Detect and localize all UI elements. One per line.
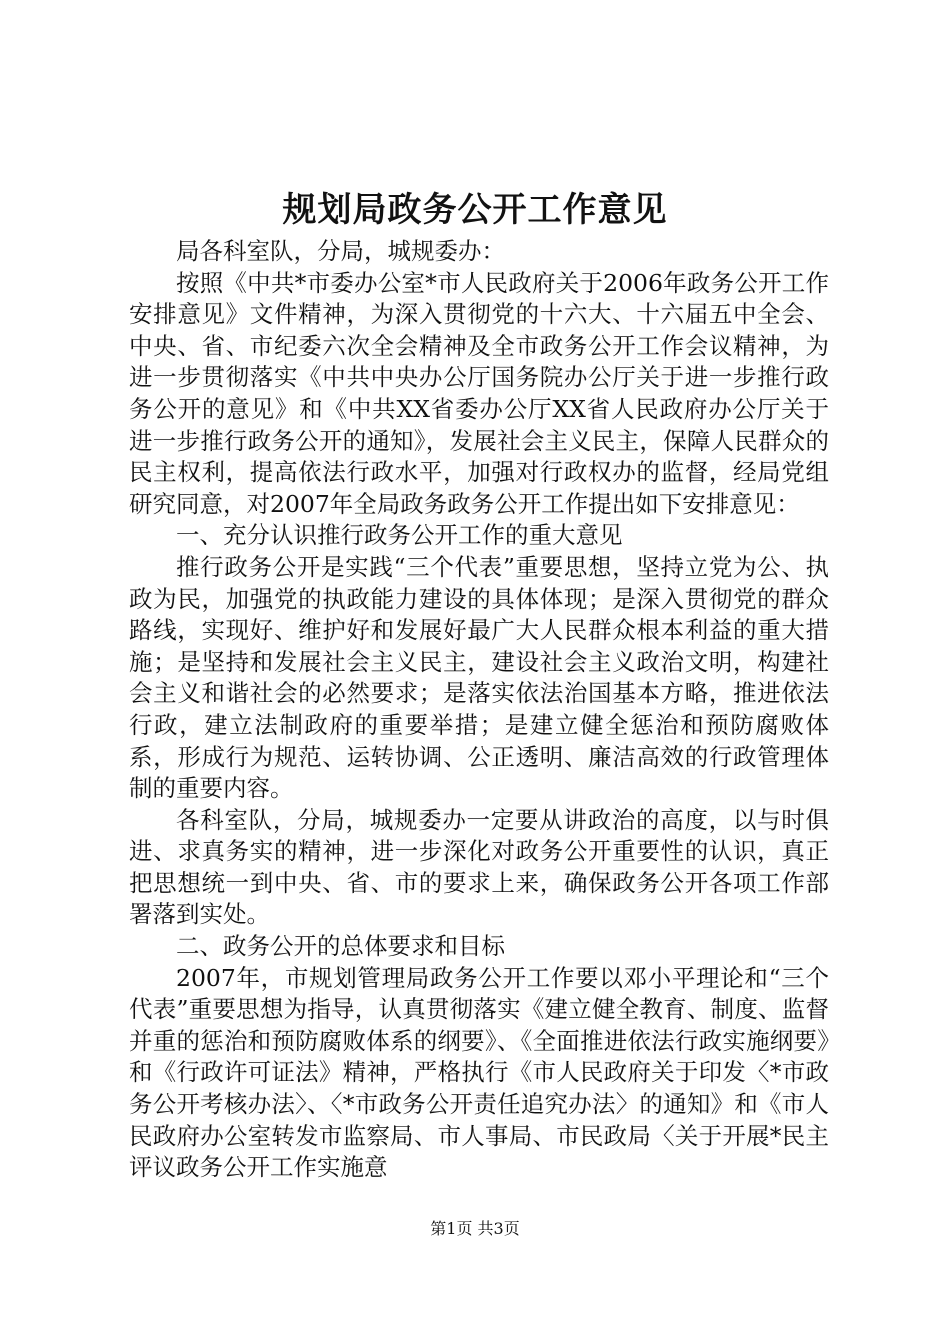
- paragraph-goals: 2007年，市规划管理局政务公开工作要以邓小平理论和“三个代表”重要思想为指导，认真贯彻落实《建立健全教育、制度、监督并重的惩治和预防腐败体系的纲要》、《全面推进依法行政实施纲要》和《行政许可证法》精神，严格执行《市人民政府关于印发〈*市政务公开考核办法〉、〈*市政务公开责任追究办法〉的通知》和《市人民政府办公室转发市监察局、市人事局、市民政局〈关于开展*民主评议政务公开工作实施意: [129, 963, 829, 1182]
- section-heading-1: 一、充分认识推行政务公开工作的重大意见: [176, 521, 623, 550]
- page-number: 第1页 共3页: [430, 1219, 520, 1238]
- document-title: 规划局政务公开工作意见: [282, 190, 668, 230]
- section-heading-2: 二、政务公开的总体要求和目标: [176, 932, 505, 961]
- paragraph-significance: 推行政务公开是实践“三个代表”重要思想，坚持立党为公、执政为民，加强党的执政能力建设的具体体现；是深入贯彻党的群众路线，实现好、维护好和发展好最广大人民群众根本利益的重大措施；是坚持和发展社会主义民主，建设社会主义政治文明，构建社会主义和谐社会的必然要求；是落实依法治国基本方略，推进依法行政，建立法制政府的重要举措；是建立健全惩治和预防腐败体系，形成行为规范、运转协调、公正透明、廉洁高效的行政管理体制的重要内容。: [129, 552, 829, 803]
- salutation: 局各科室队，分局，城规委办：: [176, 237, 505, 265]
- paragraph-intro: 按照《中共*市委办公室*市人民政府关于2006年政务公开工作安排意见》文件精神，为深入贯彻党的十六大、十六届五中全会、中央、省、市纪委六次全会精神及全市政务公开工作会议精神，为进一步贯彻落实《中共中央办公厅国务院办公厅关于进一步推行政务公开的意见》和《中共XX省委办公厅XX省人民政府办公厅关于进一步推行政务公开的通知》，发展社会主义民主，保障人民群众的民主权利，提高依法行政水平，加强对行政权办的监督，经局党组研究同意，对2007年全局政务政务公开工作提出如下安排意见：: [129, 268, 829, 518]
- document-body: [129, 236, 829, 1184]
- paragraph-requirement: 各科室队，分局，城规委办一定要从讲政治的高度，以与时俱进、求真务实的精神，进一步深化对政务公开重要性的认识，真正把思想统一到中央、省、市的要求上来，确保政务公开各项工作部署落到实处。: [129, 805, 829, 929]
